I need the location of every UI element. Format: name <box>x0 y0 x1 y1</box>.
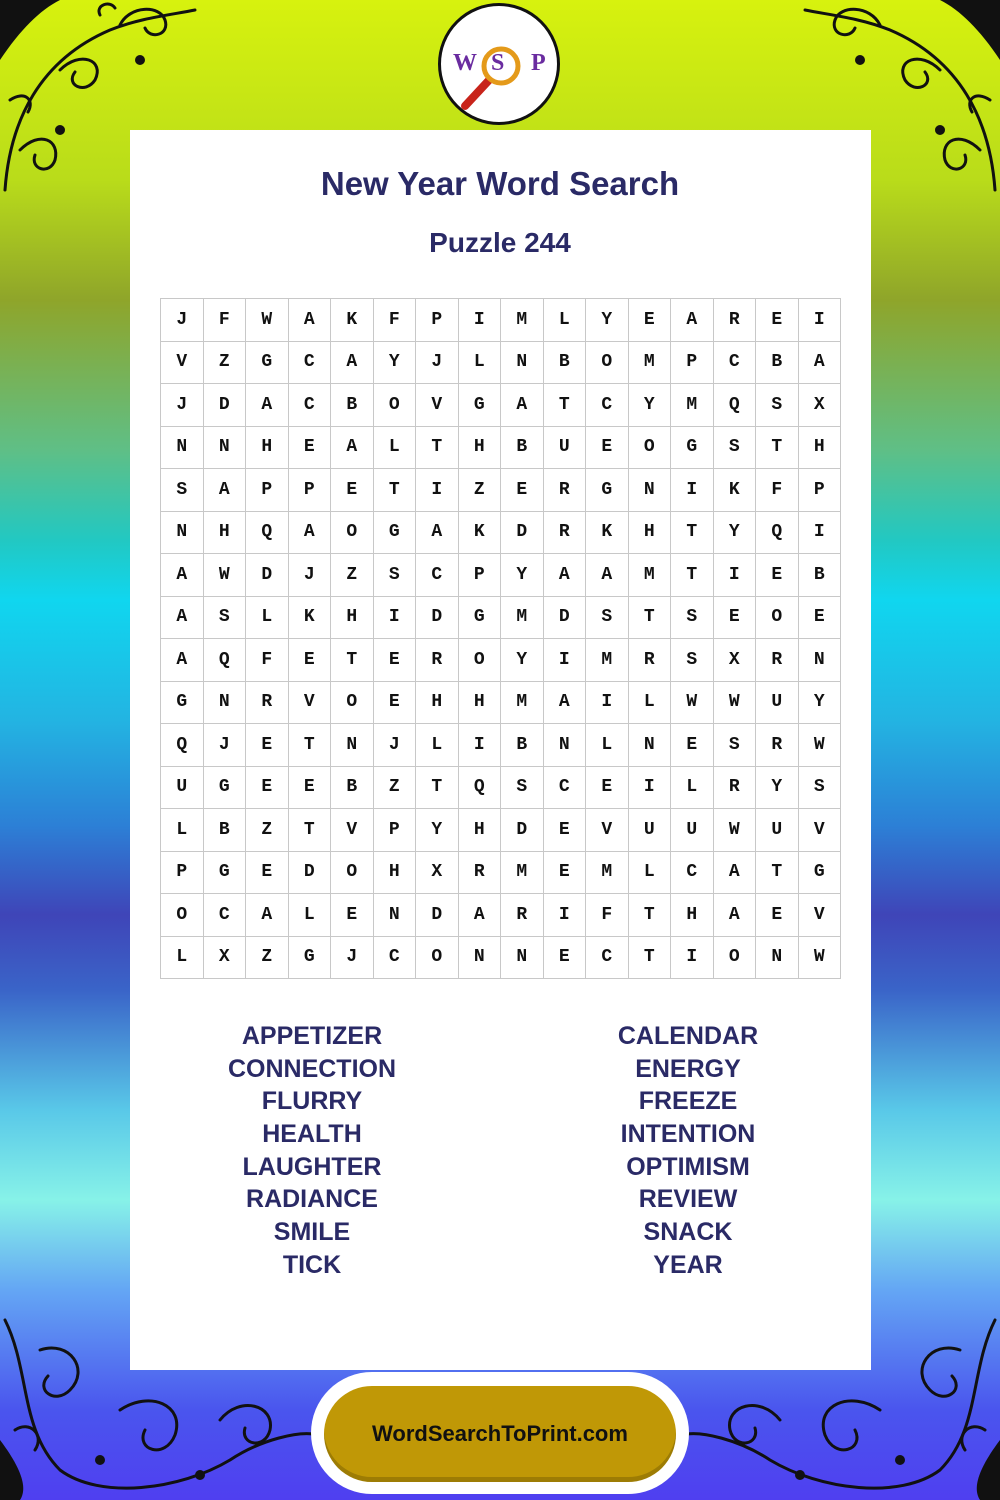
grid-cell[interactable]: B <box>204 809 247 852</box>
grid-cell[interactable]: H <box>459 682 502 725</box>
grid-cell[interactable]: C <box>289 384 332 427</box>
grid-cell[interactable]: Y <box>799 682 842 725</box>
grid-cell[interactable]: S <box>714 724 757 767</box>
grid-cell[interactable]: G <box>671 427 714 470</box>
grid-cell[interactable]: G <box>204 767 247 810</box>
grid-cell[interactable]: Z <box>246 937 289 980</box>
grid-cell[interactable]: S <box>671 597 714 640</box>
grid-cell[interactable]: O <box>629 427 672 470</box>
grid-cell[interactable]: N <box>501 342 544 385</box>
grid-cell[interactable]: E <box>586 767 629 810</box>
grid-cell[interactable]: I <box>416 469 459 512</box>
grid-cell[interactable]: E <box>544 852 587 895</box>
grid-cell[interactable]: N <box>459 937 502 980</box>
word-list-left <box>162 1020 462 1282</box>
word-list-item: TICK <box>282 1250 342 1279</box>
grid-cell[interactable]: C <box>714 342 757 385</box>
grid-cell[interactable]: Z <box>374 767 417 810</box>
grid-cell[interactable]: I <box>459 724 502 767</box>
word-list-item: REVIEW <box>638 1185 738 1214</box>
grid-cell[interactable]: F <box>586 894 629 937</box>
grid-cell[interactable]: R <box>714 299 757 342</box>
grid-cell[interactable]: S <box>799 767 842 810</box>
grid-cell[interactable]: Q <box>459 767 502 810</box>
grid-cell[interactable]: T <box>416 767 459 810</box>
grid-cell[interactable]: S <box>671 639 714 682</box>
grid-cell[interactable]: X <box>799 384 842 427</box>
grid-cell[interactable]: D <box>544 597 587 640</box>
grid-cell[interactable]: P <box>416 299 459 342</box>
grid-cell[interactable]: E <box>289 427 332 470</box>
grid-cell[interactable]: Z <box>246 809 289 852</box>
word-list-item: OPTIMISM <box>626 1152 750 1181</box>
grid-cell[interactable]: L <box>586 724 629 767</box>
grid-cell[interactable]: I <box>799 512 842 555</box>
grid-cell[interactable]: J <box>416 342 459 385</box>
grid-cell[interactable]: L <box>671 767 714 810</box>
grid-cell[interactable]: D <box>246 554 289 597</box>
grid-cell[interactable]: O <box>416 937 459 980</box>
grid-cell[interactable]: O <box>756 597 799 640</box>
word-list-item: CONNECTION <box>227 1054 397 1083</box>
grid-cell[interactable]: R <box>501 894 544 937</box>
grid-cell[interactable]: Y <box>374 342 417 385</box>
grid-cell[interactable]: G <box>459 597 502 640</box>
grid-cell[interactable]: G <box>799 852 842 895</box>
puzzle-number: Puzzle 244 <box>429 227 571 258</box>
grid-cell[interactable]: E <box>246 852 289 895</box>
grid-cell[interactable]: K <box>289 597 332 640</box>
grid-cell[interactable]: Z <box>459 469 502 512</box>
grid-cell[interactable]: I <box>671 937 714 980</box>
grid-cell[interactable]: A <box>289 299 332 342</box>
grid-cell[interactable]: N <box>544 724 587 767</box>
grid-cell[interactable]: C <box>671 852 714 895</box>
grid-cell[interactable]: D <box>501 512 544 555</box>
grid-cell[interactable]: A <box>331 342 374 385</box>
grid-cell[interactable]: R <box>416 639 459 682</box>
grid-cell[interactable]: K <box>459 512 502 555</box>
grid-cell[interactable]: A <box>204 469 247 512</box>
grid-cell[interactable]: A <box>161 597 204 640</box>
grid-cell[interactable]: H <box>671 894 714 937</box>
grid-cell[interactable]: O <box>331 682 374 725</box>
grid-cell[interactable]: T <box>671 554 714 597</box>
grid-cell[interactable]: X <box>416 852 459 895</box>
grid-cell[interactable]: L <box>544 299 587 342</box>
grid-cell[interactable]: E <box>289 639 332 682</box>
grid-cell[interactable]: N <box>501 937 544 980</box>
grid-cell[interactable]: A <box>161 554 204 597</box>
grid-cell[interactable]: L <box>161 937 204 980</box>
grid-cell[interactable]: E <box>501 469 544 512</box>
grid-cell[interactable]: Y <box>501 639 544 682</box>
grid-cell[interactable]: Y <box>416 809 459 852</box>
page-title: New Year Word Search <box>320 165 680 202</box>
grid-cell[interactable]: I <box>671 469 714 512</box>
grid-cell[interactable]: L <box>374 427 417 470</box>
grid-cell[interactable]: E <box>331 894 374 937</box>
word-list-item: FLURRY <box>261 1087 363 1116</box>
grid-cell[interactable]: A <box>289 512 332 555</box>
grid-cell[interactable]: F <box>246 639 289 682</box>
grid-cell[interactable]: U <box>756 682 799 725</box>
logo-letter-s: S <box>491 50 505 76</box>
grid-cell[interactable]: M <box>671 384 714 427</box>
grid-cell[interactable]: S <box>714 427 757 470</box>
grid-cell[interactable]: T <box>629 937 672 980</box>
grid-cell[interactable]: H <box>374 852 417 895</box>
grid-cell[interactable]: A <box>161 639 204 682</box>
grid-cell[interactable]: Y <box>629 384 672 427</box>
grid-cell[interactable]: M <box>586 852 629 895</box>
grid-cell[interactable]: Z <box>331 554 374 597</box>
grid-cell[interactable]: Q <box>246 512 289 555</box>
grid-cell[interactable]: L <box>246 597 289 640</box>
grid-cell[interactable]: L <box>629 682 672 725</box>
grid-cell[interactable]: E <box>756 299 799 342</box>
word-list-item: ENERGY <box>635 1054 741 1083</box>
grid-cell[interactable]: S <box>374 554 417 597</box>
word-list-item: SNACK <box>643 1218 733 1247</box>
grid-cell[interactable]: I <box>629 767 672 810</box>
grid-cell[interactable]: J <box>289 554 332 597</box>
grid-cell[interactable]: Q <box>204 639 247 682</box>
grid-cell[interactable]: M <box>501 852 544 895</box>
grid-cell[interactable]: V <box>331 809 374 852</box>
grid-cell[interactable]: I <box>586 682 629 725</box>
grid-cell[interactable]: M <box>629 554 672 597</box>
grid-cell[interactable]: T <box>289 809 332 852</box>
grid-cell[interactable]: Y <box>756 767 799 810</box>
word-list-item: CALENDAR <box>617 1022 759 1050</box>
grid-cell[interactable]: T <box>416 427 459 470</box>
grid-cell[interactable]: E <box>374 639 417 682</box>
grid-cell[interactable]: L <box>161 809 204 852</box>
grid-cell[interactable]: H <box>204 512 247 555</box>
grid-cell[interactable]: C <box>544 767 587 810</box>
word-list-item: LAUGHTER <box>242 1152 382 1181</box>
grid-cell[interactable]: I <box>459 299 502 342</box>
grid-cell[interactable]: R <box>629 639 672 682</box>
grid-cell[interactable]: R <box>714 767 757 810</box>
grid-cell[interactable]: V <box>586 809 629 852</box>
grid-cell[interactable]: N <box>204 682 247 725</box>
grid-cell[interactable]: I <box>714 554 757 597</box>
grid-cell[interactable]: A <box>416 512 459 555</box>
grid-cell[interactable]: I <box>544 894 587 937</box>
grid-cell[interactable]: S <box>586 597 629 640</box>
grid-cell[interactable]: F <box>374 299 417 342</box>
grid-cell[interactable]: O <box>331 512 374 555</box>
grid-cell[interactable]: H <box>629 512 672 555</box>
grid-cell[interactable]: S <box>756 384 799 427</box>
grid-cell[interactable]: G <box>586 469 629 512</box>
grid-cell[interactable]: J <box>161 299 204 342</box>
grid-cell[interactable]: A <box>586 554 629 597</box>
grid-cell[interactable]: U <box>161 767 204 810</box>
grid-cell[interactable]: T <box>629 894 672 937</box>
grid-cell[interactable]: B <box>544 342 587 385</box>
site-link-button[interactable]: WordSearchToPrint.com <box>324 1386 676 1482</box>
grid-cell[interactable]: W <box>671 682 714 725</box>
grid-cell[interactable]: B <box>331 767 374 810</box>
grid-cell[interactable]: A <box>246 384 289 427</box>
grid-cell[interactable]: U <box>756 809 799 852</box>
grid-cell[interactable]: Y <box>501 554 544 597</box>
grid-cell[interactable]: D <box>416 894 459 937</box>
grid-cell[interactable]: A <box>544 554 587 597</box>
grid-cell[interactable]: V <box>161 342 204 385</box>
grid-cell[interactable]: W <box>714 809 757 852</box>
grid-cell[interactable]: E <box>246 767 289 810</box>
grid-cell[interactable]: C <box>416 554 459 597</box>
grid-cell[interactable]: M <box>629 342 672 385</box>
grid-cell[interactable]: V <box>799 809 842 852</box>
grid-cell[interactable]: I <box>799 299 842 342</box>
grid-cell[interactable]: N <box>331 724 374 767</box>
grid-cell[interactable]: R <box>544 512 587 555</box>
grid-cell[interactable]: T <box>544 384 587 427</box>
grid-cell[interactable]: E <box>544 937 587 980</box>
grid-cell[interactable]: O <box>459 639 502 682</box>
grid-cell[interactable]: R <box>544 469 587 512</box>
grid-cell[interactable]: R <box>756 724 799 767</box>
grid-cell[interactable]: X <box>204 937 247 980</box>
grid-cell[interactable]: C <box>289 342 332 385</box>
grid-cell[interactable]: T <box>374 469 417 512</box>
grid-cell[interactable]: I <box>374 597 417 640</box>
grid-cell[interactable]: A <box>459 894 502 937</box>
grid-cell[interactable]: R <box>246 682 289 725</box>
grid-cell[interactable]: E <box>629 299 672 342</box>
grid-cell[interactable]: W <box>246 299 289 342</box>
word-list-item: YEAR <box>653 1250 723 1279</box>
grid-cell[interactable]: D <box>501 809 544 852</box>
grid-cell[interactable]: E <box>544 809 587 852</box>
grid-cell[interactable]: O <box>331 852 374 895</box>
grid-cell[interactable]: C <box>586 384 629 427</box>
grid-cell[interactable]: G <box>374 512 417 555</box>
grid-cell[interactable]: N <box>161 427 204 470</box>
grid-cell[interactable]: T <box>289 724 332 767</box>
grid-cell[interactable]: I <box>544 639 587 682</box>
grid-cell[interactable]: H <box>416 682 459 725</box>
grid-cell[interactable]: N <box>629 469 672 512</box>
grid-cell[interactable]: G <box>161 682 204 725</box>
grid-cell[interactable]: L <box>289 894 332 937</box>
grid-cell[interactable]: E <box>714 597 757 640</box>
grid-cell[interactable]: X <box>714 639 757 682</box>
wsp-logo[interactable] <box>438 3 560 125</box>
grid-cell[interactable]: C <box>204 894 247 937</box>
grid-cell[interactable]: R <box>756 639 799 682</box>
grid-cell[interactable]: L <box>459 342 502 385</box>
grid-cell[interactable]: U <box>671 809 714 852</box>
grid-cell[interactable]: N <box>629 724 672 767</box>
grid-cell[interactable]: T <box>756 852 799 895</box>
grid-cell[interactable]: E <box>246 724 289 767</box>
grid-cell[interactable]: Y <box>714 512 757 555</box>
grid-cell[interactable]: Q <box>714 384 757 427</box>
grid-cell[interactable]: C <box>374 937 417 980</box>
letter-grid <box>160 298 841 979</box>
grid-cell[interactable]: E <box>756 554 799 597</box>
grid-cell[interactable]: S <box>204 597 247 640</box>
grid-cell[interactable]: T <box>756 427 799 470</box>
word-list-item: FREEZE <box>638 1087 738 1116</box>
word-list-right <box>538 1020 838 1282</box>
grid-cell[interactable]: W <box>799 724 842 767</box>
grid-cell[interactable]: E <box>289 767 332 810</box>
grid-cell[interactable]: A <box>799 342 842 385</box>
grid-cell[interactable]: T <box>331 639 374 682</box>
grid-cell[interactable]: E <box>374 682 417 725</box>
grid-cell[interactable]: T <box>629 597 672 640</box>
grid-cell[interactable]: P <box>289 469 332 512</box>
grid-cell[interactable]: A <box>714 852 757 895</box>
grid-cell[interactable]: E <box>671 724 714 767</box>
grid-cell[interactable]: K <box>586 512 629 555</box>
grid-cell[interactable]: M <box>501 597 544 640</box>
word-list-item: RADIANCE <box>246 1185 378 1214</box>
grid-cell[interactable]: P <box>374 809 417 852</box>
grid-cell[interactable]: M <box>501 299 544 342</box>
grid-cell[interactable]: Y <box>586 299 629 342</box>
grid-cell[interactable]: Z <box>204 342 247 385</box>
grid-cell[interactable]: V <box>416 384 459 427</box>
grid-cell[interactable]: P <box>246 469 289 512</box>
grid-cell[interactable]: L <box>416 724 459 767</box>
grid-cell[interactable]: J <box>204 724 247 767</box>
word-list-item: HEALTH <box>262 1120 362 1149</box>
grid-cell[interactable]: P <box>799 469 842 512</box>
grid-cell[interactable]: Q <box>756 512 799 555</box>
grid-cell[interactable]: T <box>671 512 714 555</box>
grid-cell[interactable]: U <box>544 427 587 470</box>
grid-cell[interactable]: E <box>756 894 799 937</box>
grid-cell[interactable]: H <box>331 597 374 640</box>
grid-cell[interactable]: J <box>374 724 417 767</box>
grid-cell[interactable]: V <box>799 894 842 937</box>
grid-cell[interactable]: A <box>501 384 544 427</box>
grid-cell[interactable]: C <box>586 937 629 980</box>
grid-cell[interactable]: A <box>671 299 714 342</box>
grid-cell[interactable]: B <box>799 554 842 597</box>
grid-cell[interactable]: J <box>331 937 374 980</box>
word-list-item: SMILE <box>273 1218 351 1247</box>
grid-cell[interactable]: E <box>586 427 629 470</box>
grid-cell[interactable]: H <box>246 427 289 470</box>
grid-cell[interactable]: G <box>204 852 247 895</box>
grid-cell[interactable]: W <box>204 554 247 597</box>
logo-letter-w: W <box>453 50 477 76</box>
grid-cell[interactable]: W <box>799 937 842 980</box>
grid-cell[interactable]: A <box>331 427 374 470</box>
grid-cell[interactable]: P <box>671 342 714 385</box>
grid-cell[interactable]: K <box>714 469 757 512</box>
grid-cell[interactable]: K <box>331 299 374 342</box>
grid-cell[interactable]: M <box>586 639 629 682</box>
grid-cell[interactable]: A <box>544 682 587 725</box>
word-list-item: INTENTION <box>620 1120 756 1149</box>
grid-cell[interactable]: S <box>501 767 544 810</box>
grid-cell[interactable]: E <box>799 597 842 640</box>
grid-cell[interactable]: B <box>501 427 544 470</box>
grid-cell[interactable]: G <box>459 384 502 427</box>
grid-cell[interactable]: P <box>459 554 502 597</box>
grid-cell[interactable]: H <box>799 427 842 470</box>
logo-letter-p: P <box>531 50 546 76</box>
grid-cell[interactable]: H <box>459 427 502 470</box>
grid-cell[interactable]: P <box>161 852 204 895</box>
grid-cell[interactable]: E <box>331 469 374 512</box>
grid-cell[interactable]: F <box>756 469 799 512</box>
grid-cell[interactable]: Q <box>161 724 204 767</box>
grid-cell[interactable]: B <box>501 724 544 767</box>
grid-cell[interactable]: O <box>586 342 629 385</box>
grid-cell[interactable]: H <box>459 809 502 852</box>
grid-cell[interactable]: D <box>204 384 247 427</box>
grid-cell[interactable]: A <box>714 894 757 937</box>
grid-cell[interactable]: N <box>204 427 247 470</box>
word-list-item: APPETIZER <box>241 1022 383 1050</box>
grid-cell[interactable]: G <box>246 342 289 385</box>
grid-cell[interactable]: O <box>161 894 204 937</box>
grid-cell[interactable]: N <box>374 894 417 937</box>
grid-cell[interactable]: F <box>204 299 247 342</box>
grid-cell[interactable]: L <box>629 852 672 895</box>
grid-cell[interactable]: S <box>161 469 204 512</box>
grid-cell[interactable]: O <box>714 937 757 980</box>
grid-cell[interactable]: W <box>714 682 757 725</box>
grid-cell[interactable]: N <box>799 639 842 682</box>
grid-cell[interactable]: A <box>246 894 289 937</box>
grid-cell[interactable]: V <box>289 682 332 725</box>
grid-cell[interactable]: B <box>756 342 799 385</box>
grid-cell[interactable]: N <box>756 937 799 980</box>
grid-cell[interactable]: M <box>501 682 544 725</box>
grid-cell[interactable]: J <box>161 384 204 427</box>
grid-cell[interactable]: D <box>416 597 459 640</box>
grid-cell[interactable]: O <box>374 384 417 427</box>
grid-cell[interactable]: N <box>161 512 204 555</box>
grid-cell[interactable]: D <box>289 852 332 895</box>
grid-cell[interactable]: G <box>289 937 332 980</box>
grid-cell[interactable]: B <box>331 384 374 427</box>
grid-cell[interactable]: R <box>459 852 502 895</box>
grid-cell[interactable]: U <box>629 809 672 852</box>
